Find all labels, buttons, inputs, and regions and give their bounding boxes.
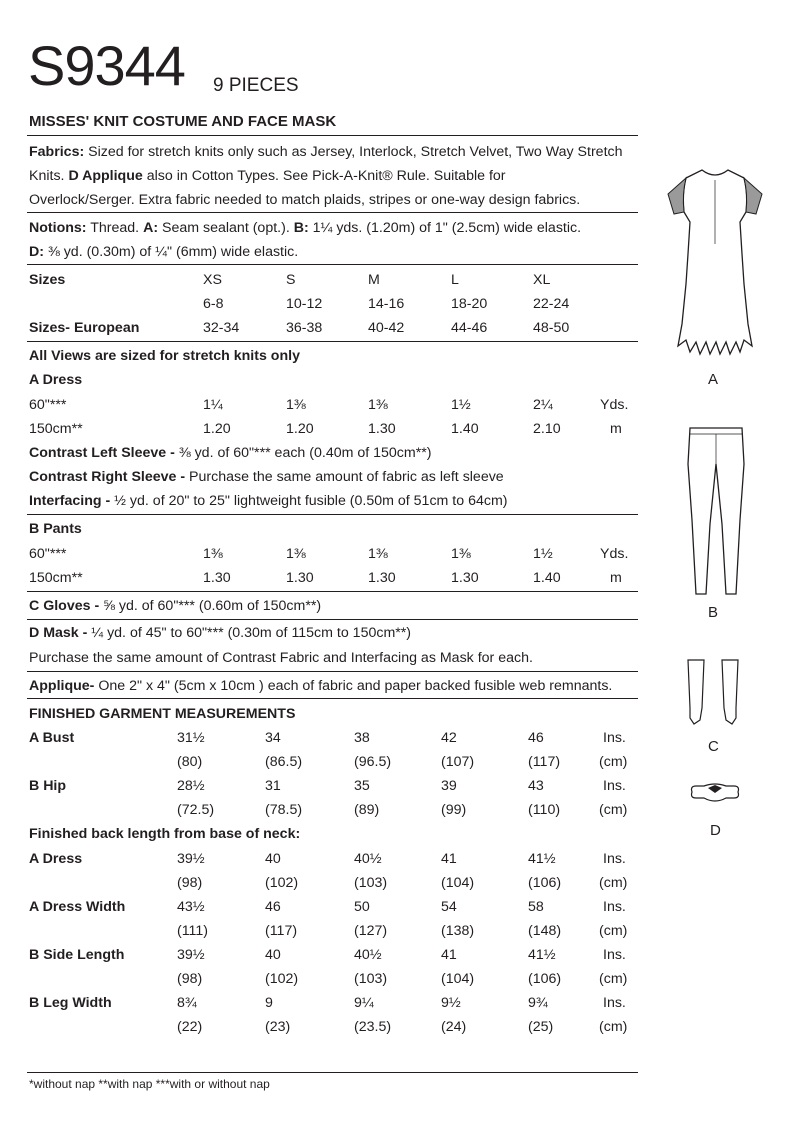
measurement-ins: 46 — [528, 730, 544, 746]
measurement-cm: (80) — [177, 754, 203, 770]
notions-b-text: 1¼ yds. (1.20m) of 1" (2.5cm) wide elastic. — [312, 220, 582, 236]
applique-text: One 2" x 4" (5cm x 10cm ) each of fabric and paper backed fusible web remnants. — [98, 678, 613, 694]
yardage-value: 1⅜ — [286, 397, 306, 413]
measurement-cm: (99) — [441, 802, 467, 818]
interfacing-text: ½ yd. of 20" to 25" lightweight fusible (0.50m of 51cm to 64cm) — [114, 493, 508, 509]
measurement-cm: (111) — [177, 923, 209, 939]
applique-label: Applique- — [29, 678, 95, 694]
size-european: 48-50 — [533, 320, 570, 336]
left-sleeve-line — [29, 441, 431, 465]
measurement-ins: 50 — [354, 899, 370, 915]
fabrics-line-2 — [29, 164, 506, 188]
measurement-ins: 8¾ — [177, 995, 197, 1011]
measurement-cm: (106) — [528, 971, 562, 987]
interfacing-label: Interfacing - — [29, 493, 111, 509]
yardage-value: 1.20 — [203, 421, 231, 437]
size-number: 18-20 — [451, 296, 488, 312]
view-b-title: B Pants — [29, 521, 82, 537]
unit-ins: Ins. — [603, 730, 626, 746]
measurement-cm: (103) — [354, 971, 388, 987]
divider — [27, 212, 638, 213]
measurement-cm: (98) — [177, 971, 203, 987]
yardage-value: 1¼ — [203, 397, 223, 413]
gloves-illustration — [684, 658, 744, 728]
yardage-value: 1.30 — [286, 570, 314, 586]
yardage-value: 1.40 — [533, 570, 561, 586]
mask-label: D Mask - — [29, 625, 88, 641]
yardage-value: 1.40 — [451, 421, 479, 437]
measurement-ins: 41½ — [528, 947, 556, 963]
applique-line — [29, 674, 612, 698]
unit-ins: Ins. — [603, 899, 626, 915]
interfacing-line — [29, 489, 508, 513]
measurement-ins: 43½ — [177, 899, 205, 915]
measurement-ins: 46 — [265, 899, 281, 915]
measurement-ins: 42 — [441, 730, 457, 746]
notions-a-text: Seam sealant (opt.). — [162, 220, 290, 236]
mask-note: Purchase the same amount of Contrast Fabric and Interfacing as Mask for each. — [29, 650, 533, 666]
measurement-cm: (148) — [528, 923, 562, 939]
measurement-ins: 34 — [265, 730, 281, 746]
measurement-ins: 9½ — [441, 995, 461, 1011]
size-european: 32-34 — [203, 320, 240, 336]
left-sleeve-text: ⅜ yd. of 60"*** each (0.40m of 150cm**) — [178, 445, 432, 461]
measurement-ins: 39 — [441, 778, 457, 794]
size-number: 14-16 — [368, 296, 405, 312]
measurement-label: A Bust — [29, 730, 75, 746]
unit-cm: (cm) — [599, 875, 628, 891]
divider — [27, 514, 638, 515]
measurement-cm: (23) — [265, 1019, 291, 1035]
yardage-value: 1⅜ — [368, 397, 388, 413]
pants-illustration — [684, 424, 748, 600]
unit-ins: Ins. — [603, 947, 626, 963]
yardage-unit: Yds. — [600, 546, 629, 562]
size-european: 36-38 — [286, 320, 323, 336]
views-intro: All Views are sized for stretch knits only — [29, 348, 300, 364]
measurement-ins: 9 — [265, 995, 273, 1011]
gloves-line — [29, 594, 321, 618]
gloves-label: C Gloves - — [29, 598, 100, 614]
yardage-value: 1.30 — [451, 570, 479, 586]
pieces-count: 9 PIECES — [213, 75, 299, 96]
yardage-row-label: 60"*** — [29, 397, 67, 413]
divider — [27, 671, 638, 672]
measurement-ins: 39½ — [177, 851, 205, 867]
yardage-row-label: 60"*** — [29, 546, 67, 562]
size-letter: S — [286, 272, 296, 288]
size-letter: XL — [533, 272, 551, 288]
mask-illustration — [686, 778, 744, 808]
yardage-unit: m — [610, 570, 622, 586]
fabrics-text-2c: also in Cotton Types. See Pick-A-Knit® Rule. Suitable for — [146, 168, 506, 184]
size-number: 10-12 — [286, 296, 323, 312]
measurement-cm: (22) — [177, 1019, 203, 1035]
unit-cm: (cm) — [599, 923, 628, 939]
yardage-value: 1.30 — [203, 570, 231, 586]
measurement-label: B Side Length — [29, 947, 125, 963]
measurement-cm: (86.5) — [265, 754, 303, 770]
measurement-ins: 35 — [354, 778, 370, 794]
unit-cm: (cm) — [599, 754, 628, 770]
measurement-cm: (127) — [354, 923, 388, 939]
measurement-cm: (25) — [528, 1019, 554, 1035]
yardage-row-label: 150cm** — [29, 570, 83, 586]
size-letter: XS — [203, 272, 222, 288]
measurement-cm: (102) — [265, 875, 299, 891]
dress-illustration — [660, 164, 770, 364]
measurement-ins: 39½ — [177, 947, 205, 963]
measurement-cm: (106) — [528, 875, 562, 891]
yardage-value: 2¼ — [533, 397, 553, 413]
measurement-cm: (104) — [441, 971, 475, 987]
fabrics-text-3: Overlock/Serger. Extra fabric needed to match plaids, stripes or one-way design fabrics. — [29, 192, 581, 208]
measurement-cm: (89) — [354, 802, 380, 818]
divider — [27, 619, 638, 620]
size-european: 40-42 — [368, 320, 405, 336]
measurement-label: A Dress Width — [29, 899, 126, 915]
size-letter: L — [451, 272, 459, 288]
figure-c-label: C — [708, 738, 719, 755]
yardage-value: 1⅜ — [451, 546, 471, 562]
yardage-value: 1½ — [451, 397, 471, 413]
measurement-cm: (102) — [265, 971, 299, 987]
fabrics-text-2a: Knits. — [29, 168, 65, 184]
figure-d-label: D — [710, 822, 721, 839]
unit-ins: Ins. — [603, 995, 626, 1011]
unit-ins: Ins. — [603, 851, 626, 867]
yardage-value: 1.30 — [368, 421, 396, 437]
size-european: 44-46 — [451, 320, 488, 336]
measurement-cm: (103) — [354, 875, 388, 891]
yardage-value: 1⅜ — [203, 546, 223, 562]
measurement-ins: 9¾ — [528, 995, 548, 1011]
left-sleeve-label: Contrast Left Sleeve - — [29, 445, 175, 461]
yardage-value: 1.20 — [286, 421, 314, 437]
yardage-unit: m — [610, 421, 622, 437]
pattern-title: MISSES' KNIT COSTUME AND FACE MASK — [29, 113, 337, 130]
yardage-value: 1⅜ — [368, 546, 388, 562]
measurement-label: B Hip — [29, 778, 67, 794]
size-number: 22-24 — [533, 296, 570, 312]
measurement-ins: 40 — [265, 947, 281, 963]
yardage-unit: Yds. — [600, 397, 629, 413]
fabrics-line-1 — [29, 140, 623, 164]
measurement-label: A Dress — [29, 851, 83, 867]
measurement-ins: 41 — [441, 947, 457, 963]
measurement-cm: (78.5) — [265, 802, 303, 818]
footnote: *without nap **with nap ***with or without nap — [29, 1077, 270, 1091]
measurement-cm: (98) — [177, 875, 203, 891]
notions-label: Notions: — [29, 220, 87, 236]
measurement-cm: (96.5) — [354, 754, 392, 770]
yardage-value: 1.30 — [368, 570, 396, 586]
divider — [27, 698, 638, 699]
gloves-text: ⅝ yd. of 60"*** (0.60m of 150cm**) — [103, 598, 322, 614]
measurement-ins: 41 — [441, 851, 457, 867]
size-number: 6-8 — [203, 296, 224, 312]
notions-line-2 — [29, 240, 298, 264]
fabrics-text-1: Sized for stretch knits only such as Jersey, Interlock, Stretch Velvet, Two Way Stretch — [88, 144, 623, 160]
measurement-cm: (117) — [528, 754, 561, 770]
notions-d-text: ⅜ yd. (0.30m) of ¼" (6mm) wide elastic. — [47, 244, 299, 260]
divider — [27, 591, 638, 592]
figure-a-label: A — [708, 371, 719, 388]
measurement-ins: 31½ — [177, 730, 205, 746]
right-sleeve-label: Contrast Right Sleeve - — [29, 469, 186, 485]
measurement-ins: 41½ — [528, 851, 556, 867]
unit-cm: (cm) — [599, 802, 628, 818]
divider — [27, 1072, 638, 1073]
measurement-label: B Leg Width — [29, 995, 112, 1011]
sizes-label: Sizes — [29, 272, 66, 288]
measurement-cm: (107) — [441, 754, 475, 770]
yardage-value: 1⅜ — [286, 546, 306, 562]
sizes-european-label: Sizes- European — [29, 320, 140, 336]
measurement-cm: (104) — [441, 875, 475, 891]
divider — [27, 264, 638, 265]
notions-b-label: B: — [293, 220, 309, 236]
measurement-ins: 58 — [528, 899, 544, 915]
unit-cm: (cm) — [599, 971, 628, 987]
fabrics-label: Fabrics: — [29, 144, 85, 160]
unit-cm: (cm) — [599, 1019, 628, 1035]
size-letter: M — [368, 272, 380, 288]
divider — [27, 135, 638, 136]
unit-ins: Ins. — [603, 778, 626, 794]
mask-line — [29, 621, 411, 645]
measurement-ins: 54 — [441, 899, 457, 915]
notions-a-label: A: — [143, 220, 159, 236]
measurement-ins: 31 — [265, 778, 281, 794]
right-sleeve-text: Purchase the same amount of fabric as left sleeve — [189, 469, 504, 485]
yardage-value: 1½ — [533, 546, 553, 562]
measurement-ins: 9¼ — [354, 995, 374, 1011]
yardage-row-label: 150cm** — [29, 421, 83, 437]
pattern-number: S9344 — [28, 34, 185, 97]
measurement-ins: 40½ — [354, 851, 382, 867]
mask-text: ¼ yd. of 45" to 60"*** (0.30m of 115cm to 150cm**) — [91, 625, 412, 641]
measurement-ins: 40½ — [354, 947, 382, 963]
fabrics-applique-label: D Applique — [68, 168, 143, 184]
notions-thread: Thread. — [90, 220, 140, 236]
view-a-title: A Dress — [29, 372, 83, 388]
measurement-cm: (72.5) — [177, 802, 215, 818]
notions-line-1 — [29, 216, 581, 240]
measurement-ins: 28½ — [177, 778, 205, 794]
measurement-cm: (24) — [441, 1019, 467, 1035]
measurement-ins: 38 — [354, 730, 370, 746]
measurements-title: FINISHED GARMENT MEASUREMENTS — [29, 706, 296, 722]
measurement-cm: (138) — [441, 923, 475, 939]
measurement-cm: (23.5) — [354, 1019, 392, 1035]
figure-b-label: B — [708, 604, 719, 621]
measurement-ins: 40 — [265, 851, 281, 867]
right-sleeve-line — [29, 465, 504, 489]
measurement-ins: 43 — [528, 778, 544, 794]
divider — [27, 341, 638, 342]
back-length-title: Finished back length from base of neck: — [29, 826, 301, 842]
yardage-value: 2.10 — [533, 421, 561, 437]
measurement-cm: (110) — [528, 802, 561, 818]
notions-d-label: D: — [29, 244, 44, 260]
measurement-cm: (117) — [265, 923, 298, 939]
